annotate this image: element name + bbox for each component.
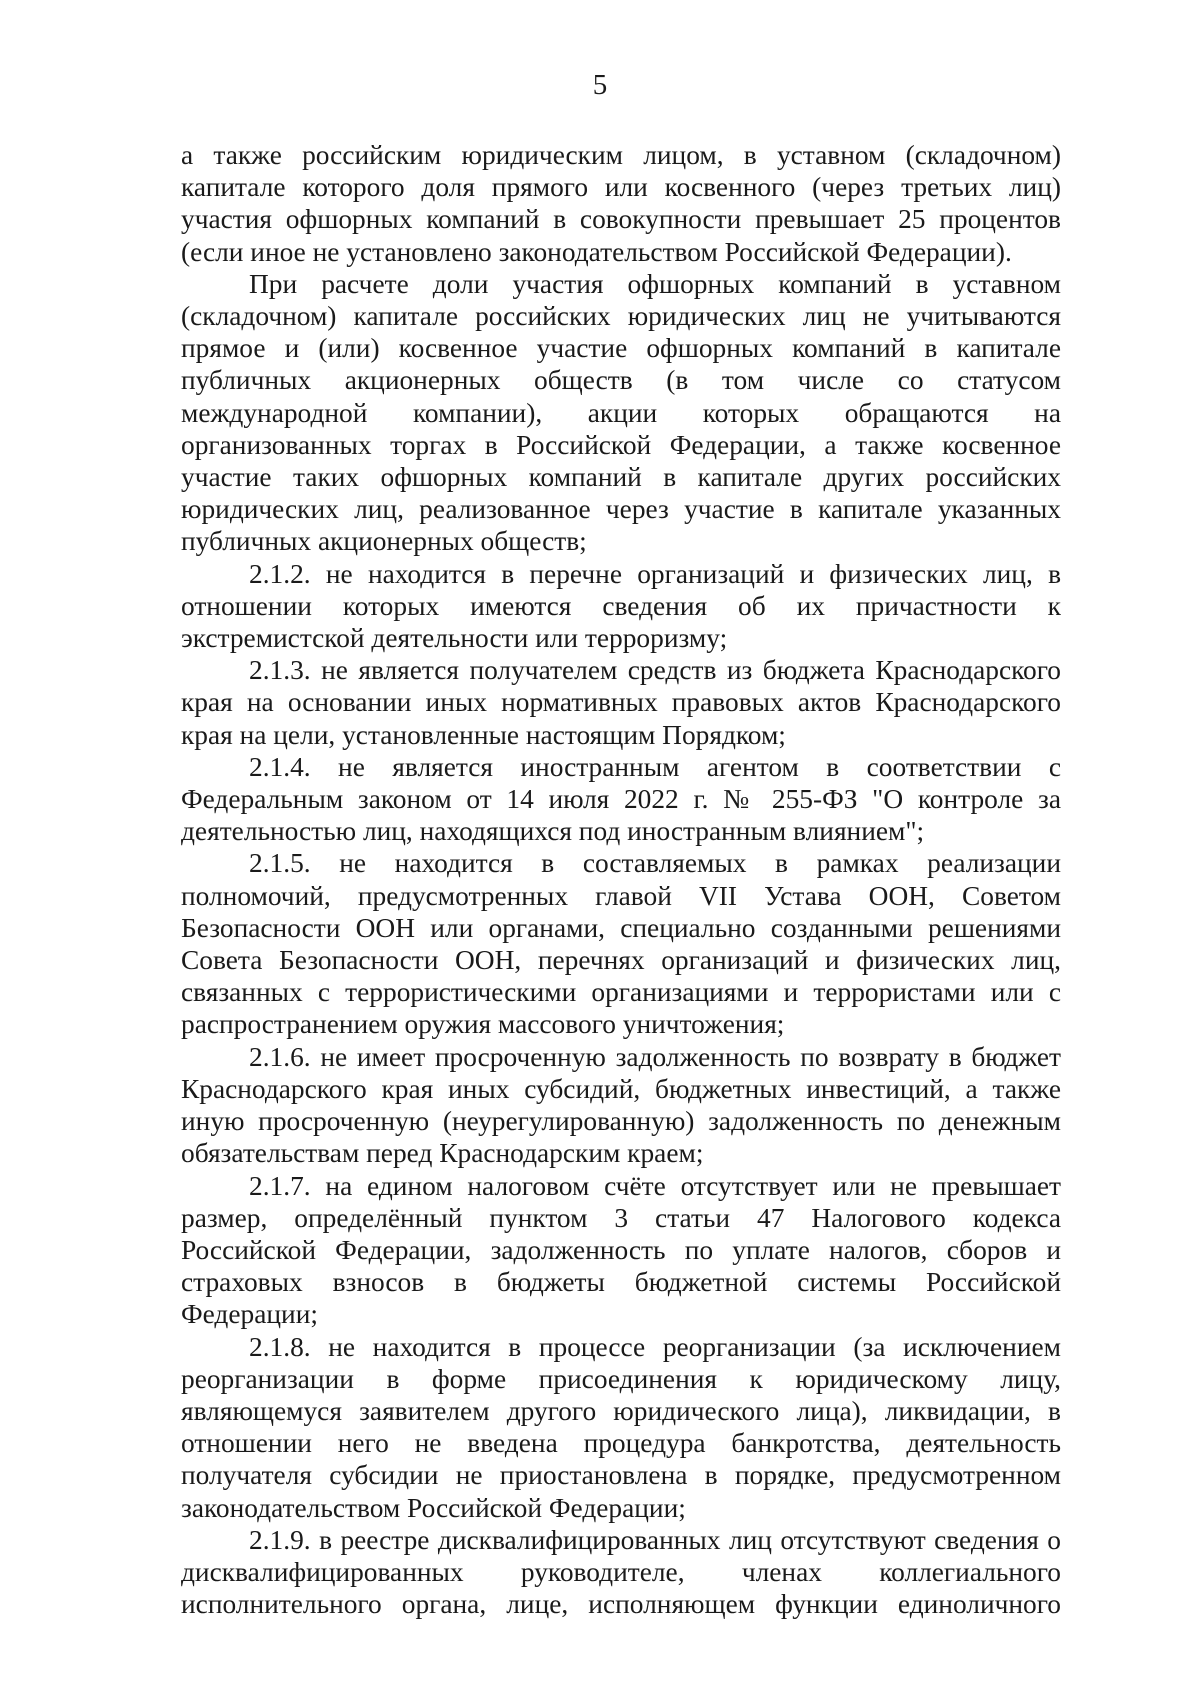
paragraph-1: а также российским юридическим лицом, в уставном (складочном) капитале которого доля прямого или косвенного (через третьих лиц) участия офшорных компаний в совокупности превышает 25 процентов (если иное не установлено законодательством Российской Федерации). — [181, 140, 1061, 267]
page-number: 5 — [592, 69, 608, 101]
clause-2-1-7: 2.1.7. на едином налоговом счёте отсутствует или не превышает размер, определённый пунктом 3 статьи 47 Налогового кодекса Российской Федерации, задолженность по уплате налогов, сборов и страховых взносов в бюджеты бюджетной системы Российской Федерации; — [181, 1170, 1061, 1330]
clause-2-1-9: 2.1.9. в реестре дисквалифицированных лиц отсутствуют сведения о дисквалифицированных руководителе, членах коллегиального исполнительного органа, лице, исполняющем функции единоличного — [181, 1524, 1061, 1620]
clause-2-1-5: 2.1.5. не находится в составляемых в рамках реализации полномочий, предусмотренных главой VII Устава ООН, Советом Безопасности ООН или органами, специально созданными решениями Совета Безопасности ООН, перечнях организаций и физических лиц, связанных с террористическими организациями и террористами или с распространением оружия массового уничтожения; — [181, 848, 1061, 1040]
clause-2-1-6: 2.1.6. не имеет просроченную задолженность по возврату в бюджет Краснодарского края иных субсидий, бюджетных инвестиций, а также иную просроченную (неурегулированную) задолженность по денежным обязательствам перед Краснодарским краем; — [181, 1041, 1061, 1169]
clause-2-1-3: 2.1.3. не является получателем средств из бюджета Краснодарского края на основании иных нормативных правовых актов Краснодарского края на цели, установленные настоящим Порядком; — [181, 655, 1061, 750]
clause-2-1-8: 2.1.8. не находится в процессе реорганизации (за исключением реорганизации в форме присоединения к юридическому лицу, являющемуся заявителем другого юридического лица), ликвидации, в отношении него не введена процедура банкротства, деятельность получателя субсидии не приостановлена в порядке, предусмотренном законодательством Российской Федерации; — [181, 1331, 1061, 1523]
paragraph-2: При расчете доли участия офшорных компаний в уставном (складочном) капитале российских юридических лиц не учитываются прямое и (или) косвенное участие офшорных компаний в капитале публичных акционерных обществ (в том числе со статусом международной компании), акции которых обращаются на организованных торгах в Российской Федерации, а также косвенное участие таких офшорных компаний в капитале других российских юридических лиц, реализованное через участие в капитале указанных публичных акционерных обществ; — [181, 268, 1061, 557]
clause-2-1-4: 2.1.4. не является иностранным агентом в соответствии с Федеральным законом от 14 июля 2022 г. № 255-ФЗ "О контроле за деятельностью лиц, находящихся под иностранным влиянием"; — [181, 751, 1061, 847]
document-body — [181, 139, 1061, 1620]
clause-2-1-2: 2.1.2. не находится в перечне организаций и физических лиц, в отношении которых имеются сведения об их причастности к экстремистской деятельности или терроризму; — [181, 558, 1061, 654]
